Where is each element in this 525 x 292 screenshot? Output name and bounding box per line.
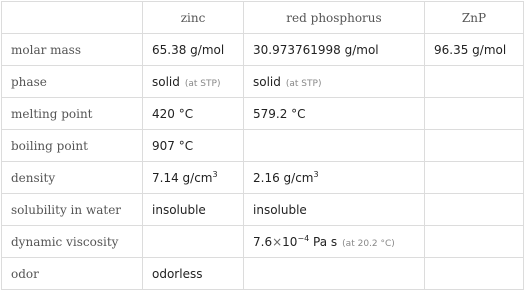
value-text: 2.16 g/cm [253,170,314,185]
header-empty-cell [2,2,143,34]
row-label-melting-point: melting point [2,98,143,130]
cell-zinc-melting-point: 420 °C [143,98,244,130]
cell-znp-odor [425,258,524,290]
row-label-phase: phase [2,66,143,98]
condition-note: (at STP) [184,78,221,89]
condition-note: (at STP) [285,78,322,89]
cell-znp-viscosity [425,226,524,258]
cell-znp-melting-point [425,98,524,130]
cell-red-phosphorus-odor [244,258,425,290]
value-base: 10 [282,234,298,249]
row-label-odor: odor [2,258,143,290]
exponent: −4 [297,233,310,243]
cell-znp-density [425,162,524,194]
table-row [2,34,524,66]
table-row [2,66,524,98]
header-red-phosphorus: red phosphorus [244,2,425,34]
cell-znp-phase [425,66,524,98]
row-label-density: density [2,162,143,194]
cell-znp-boiling-point [425,130,524,162]
table-row [2,258,524,290]
cell-red-phosphorus-density [244,162,425,194]
header-zinc: zinc [143,2,244,34]
table-row [2,162,524,194]
cell-zinc-density [143,162,244,194]
row-label-boiling-point: boiling point [2,130,143,162]
cell-znp-molar-mass: 96.35 g/mol [425,34,524,66]
header-znp: ZnP [425,2,524,34]
cell-zinc-boiling-point: 907 °C [143,130,244,162]
cell-red-phosphorus-boiling-point [244,130,425,162]
cell-zinc-solubility: insoluble [143,194,244,226]
exponent: 3 [212,169,218,179]
row-label-molar-mass: molar mass [2,34,143,66]
cell-zinc-phase [143,66,244,98]
table-row [2,194,524,226]
table-header-row [2,2,524,34]
cell-red-phosphorus-viscosity [244,226,425,258]
value-text: solid [152,74,180,89]
cell-red-phosphorus-melting-point: 579.2 °C [244,98,425,130]
cell-zinc-molar-mass: 65.38 g/mol [143,34,244,66]
value-text: 7.14 g/cm [152,170,213,185]
table-row [2,130,524,162]
cell-red-phosphorus-phase [244,66,425,98]
table-row [2,226,524,258]
cell-red-phosphorus-solubility: insoluble [244,194,425,226]
cell-znp-solubility [425,194,524,226]
row-label-viscosity: dynamic viscosity [2,226,143,258]
condition-note: (at 20.2 °C) [342,238,395,249]
times-sign: × [272,234,283,249]
value-mantissa: 7.6 [253,234,273,249]
value-unit: Pa s [309,234,338,249]
exponent: 3 [313,169,319,179]
properties-table [1,1,524,290]
table-row [2,98,524,130]
cell-zinc-viscosity [143,226,244,258]
cell-zinc-odor: odorless [143,258,244,290]
cell-red-phosphorus-molar-mass: 30.973761998 g/mol [244,34,425,66]
row-label-solubility: solubility in water [2,194,143,226]
value-text: solid [253,74,281,89]
